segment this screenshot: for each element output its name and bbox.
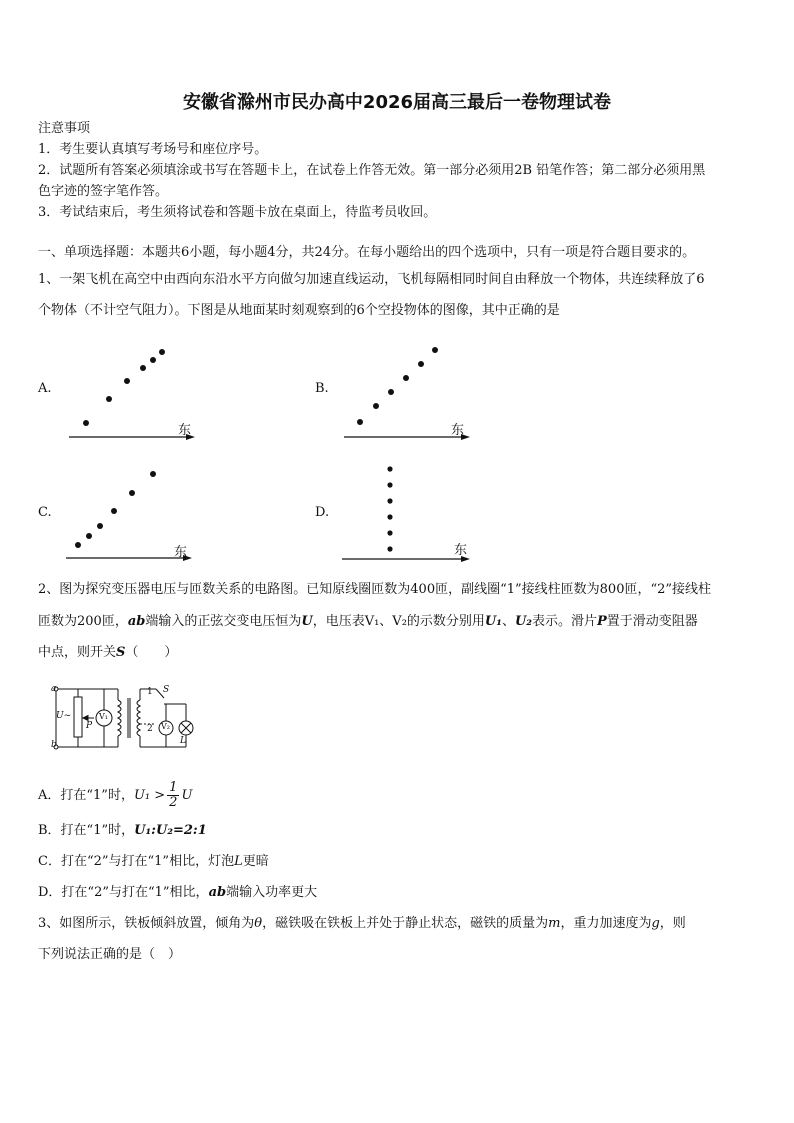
q1-a-east-label: 东	[178, 423, 192, 438]
circuit-label-u: U~	[56, 711, 72, 721]
q1-option-d-label: D.	[315, 505, 330, 520]
q2-text-1: 2、图为探究变压器电压与匝数关系的电路图。已知原线圈匝数为400匝，副线圈“1”接线柱匝数为800匝，“2”接线柱	[38, 582, 712, 597]
q2-text-3: 中点，则开关S（ ）	[38, 645, 178, 660]
circuit-label-b: b	[51, 740, 57, 750]
q2-text-2: 匝数为200匝，ab端输入的正弦交变电压恒为U，电压表V₁、V₂的示数分别用U₁、U₂表示。滑片P置于滑动变阻器	[38, 614, 698, 629]
notice-item-1: 1．考生要认真填写考场号和座位序号。	[38, 142, 268, 157]
q1-text-2: 个物体（不计空气阻力）。下图是从地面某时刻观察到的6个空投物体的图像，其中正确的是	[38, 303, 560, 318]
circuit-label-l: L	[180, 736, 186, 746]
notice-item-2-cont: 色字迹的签字笔作答。	[38, 184, 169, 199]
q2-option-c: C．打在“2”与打在“1”相比，灯泡L更暗	[38, 854, 269, 869]
q2-option-b: B．打在“1”时，U₁:U₂=2:1	[38, 823, 207, 838]
circuit-label-p: P	[86, 721, 93, 731]
q1-option-c-label: C.	[38, 505, 52, 520]
page-title: 安徽省滁州市民办高中2026届高三最后一卷物理试卷	[182, 92, 612, 113]
circuit-label-v2: V₂	[161, 722, 170, 731]
q2-option-a: A．打在“1”时，U₁ > $\frac{1}{2}$ U	[38, 780, 193, 810]
circuit-label-1: 1	[147, 687, 153, 697]
circuit-label-v1: V₁	[99, 712, 108, 721]
section-heading: 一、单项选择题：本题共6小题，每小题4分，共24分。在每小题给出的四个选项中，只有一项是符合题目要求的。	[38, 245, 696, 260]
q2-option-d: D．打在“2”与打在“1”相比，ab端输入功率更大	[38, 885, 318, 900]
notice-item-3: 3．考试结束后，考生须将试卷和答题卡放在桌面上，待监考员收回。	[38, 205, 437, 220]
q1-option-b-label: B.	[315, 381, 329, 396]
circuit-label-a: a	[51, 684, 57, 694]
notice-item-2: 2．试题所有答案必须填涂或书写在答题卡上，在试卷上作答无效。第一部分必须用2B 铅笔作答；第二部分必须用黑	[38, 163, 706, 178]
q1-text-1: 1、一架飞机在高空中由西向东沿水平方向做匀加速直线运动，飞机每隔相同时间自由释放一个物体，共连续释放了6	[38, 272, 705, 287]
notice-heading: 注意事项	[38, 121, 91, 136]
q1-b-east-label: 东	[451, 423, 465, 438]
q1-option-a-label: A.	[38, 381, 52, 396]
circuit-label-s: S	[163, 685, 170, 695]
q3-text-2: 下列说法正确的是（ ）	[38, 947, 182, 962]
q3-text-1: 3、如图所示，铁板倾斜放置，倾角为θ，磁铁吸在铁板上并处于静止状态，磁铁的质量为m，重力加速度为g，则	[38, 916, 686, 931]
q1-c-east-label: 东	[174, 545, 188, 560]
q1-d-east-label: 东	[454, 543, 468, 558]
circuit-label-2: 2	[147, 724, 153, 734]
